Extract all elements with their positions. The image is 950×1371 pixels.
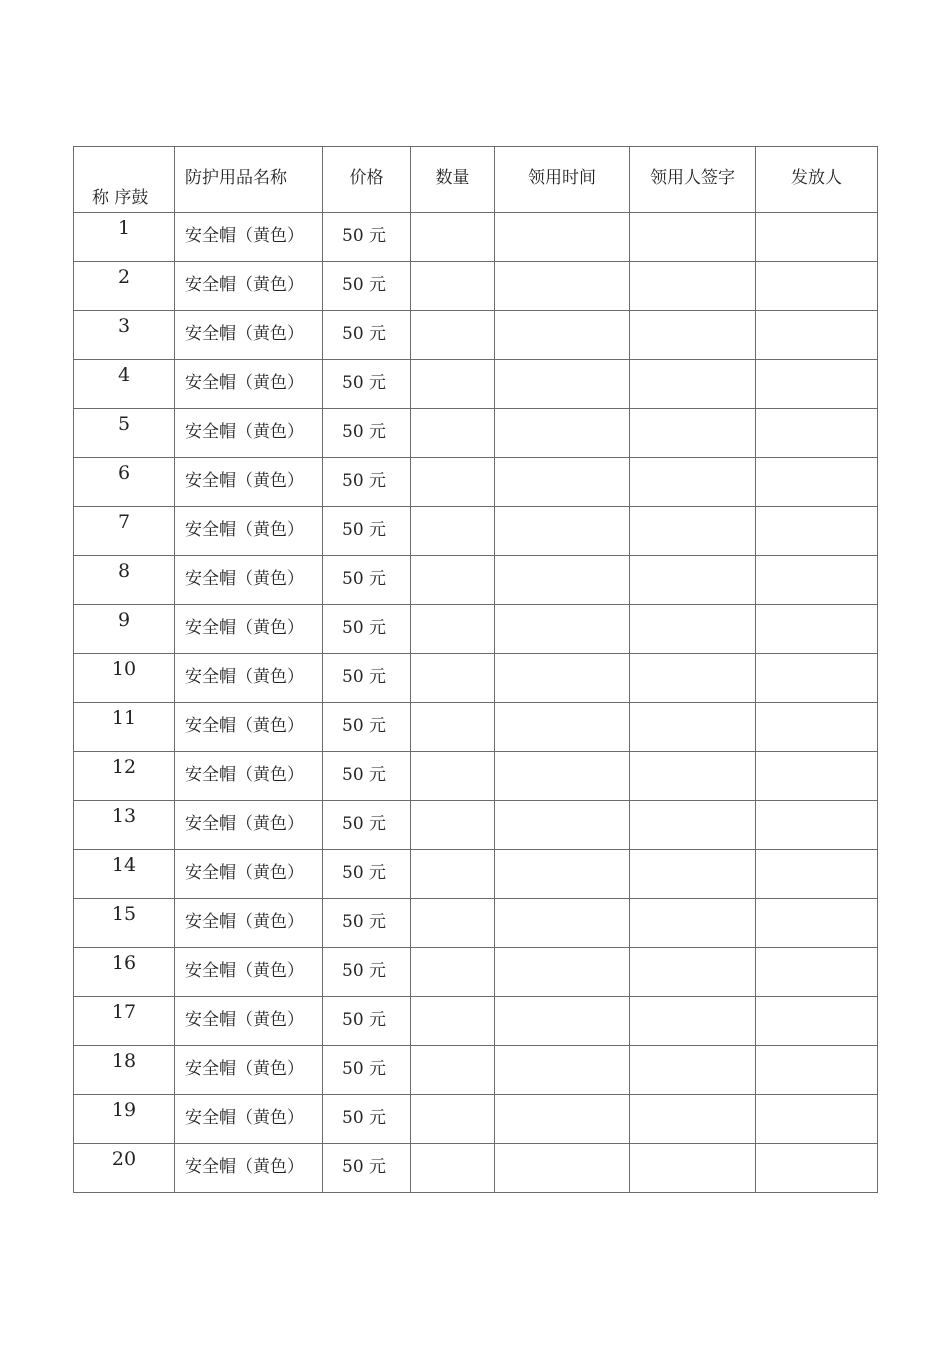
item-name-cell: 安全帽（黄色）	[175, 850, 323, 899]
issuer-cell	[756, 654, 878, 703]
quantity-cell	[411, 703, 495, 752]
item-name-cell: 安全帽（黄色）	[175, 409, 323, 458]
seq-cell: 18	[74, 1046, 175, 1095]
seq-cell: 8	[74, 556, 175, 605]
header-quantity: 数量	[411, 147, 495, 213]
item-name-cell: 安全帽（黄色）	[175, 1046, 323, 1095]
table-row	[74, 997, 878, 1046]
issuer-cell	[756, 752, 878, 801]
header-seq: 称 序鼓	[74, 147, 175, 213]
quantity-cell	[411, 948, 495, 997]
issuer-cell	[756, 850, 878, 899]
quantity-cell	[411, 654, 495, 703]
item-name-cell: 安全帽（黄色）	[175, 752, 323, 801]
receiver-signature-cell	[630, 360, 756, 409]
quantity-cell	[411, 360, 495, 409]
quantity-cell	[411, 458, 495, 507]
header-receive-time: 领用时间	[495, 147, 630, 213]
seq-cell: 10	[74, 654, 175, 703]
quantity-cell	[411, 605, 495, 654]
item-name-cell: 安全帽（黄色）	[175, 703, 323, 752]
table-row	[74, 801, 878, 850]
receiver-signature-cell	[630, 850, 756, 899]
seq-cell: 16	[74, 948, 175, 997]
price-cell: 50 元	[323, 1144, 411, 1193]
price-cell: 50 元	[323, 605, 411, 654]
table-row	[74, 458, 878, 507]
quantity-cell	[411, 899, 495, 948]
table-row	[74, 1144, 878, 1193]
table-row	[74, 850, 878, 899]
receiver-signature-cell	[630, 1144, 756, 1193]
table-row	[74, 262, 878, 311]
receiver-signature-cell	[630, 1095, 756, 1144]
seq-cell: 13	[74, 801, 175, 850]
issuer-cell	[756, 213, 878, 262]
item-name-cell: 安全帽（黄色）	[175, 360, 323, 409]
seq-cell: 12	[74, 752, 175, 801]
item-name-cell: 安全帽（黄色）	[175, 262, 323, 311]
quantity-cell	[411, 262, 495, 311]
seq-cell: 11	[74, 703, 175, 752]
table-row	[74, 605, 878, 654]
table-row	[74, 1095, 878, 1144]
item-name-cell: 安全帽（黄色）	[175, 801, 323, 850]
header-price: 价格	[323, 147, 411, 213]
receive-time-cell	[495, 556, 630, 605]
receive-time-cell	[495, 654, 630, 703]
issuer-cell	[756, 409, 878, 458]
receive-time-cell	[495, 899, 630, 948]
quantity-cell	[411, 507, 495, 556]
header-row	[74, 147, 878, 213]
seq-cell: 17	[74, 997, 175, 1046]
seq-cell: 9	[74, 605, 175, 654]
receiver-signature-cell	[630, 262, 756, 311]
receive-time-cell	[495, 850, 630, 899]
table-row	[74, 948, 878, 997]
table-body	[74, 213, 878, 1193]
receive-time-cell	[495, 213, 630, 262]
quantity-cell	[411, 311, 495, 360]
seq-cell: 1	[74, 213, 175, 262]
price-cell: 50 元	[323, 409, 411, 458]
receive-time-cell	[495, 458, 630, 507]
issuer-cell	[756, 703, 878, 752]
quantity-cell	[411, 801, 495, 850]
issuer-cell	[756, 899, 878, 948]
issuer-cell	[756, 262, 878, 311]
receiver-signature-cell	[630, 507, 756, 556]
price-cell: 50 元	[323, 948, 411, 997]
issuer-cell	[756, 311, 878, 360]
item-name-cell: 安全帽（黄色）	[175, 997, 323, 1046]
quantity-cell	[411, 752, 495, 801]
table-row	[74, 703, 878, 752]
issuer-cell	[756, 948, 878, 997]
item-name-cell: 安全帽（黄色）	[175, 458, 323, 507]
quantity-cell	[411, 1046, 495, 1095]
price-cell: 50 元	[323, 213, 411, 262]
seq-cell: 3	[74, 311, 175, 360]
table-row	[74, 1046, 878, 1095]
price-cell: 50 元	[323, 458, 411, 507]
seq-cell: 4	[74, 360, 175, 409]
issuer-cell	[756, 1046, 878, 1095]
ppe-issue-table	[73, 146, 878, 1193]
quantity-cell	[411, 556, 495, 605]
seq-cell: 15	[74, 899, 175, 948]
receiver-signature-cell	[630, 311, 756, 360]
issuer-cell	[756, 997, 878, 1046]
table-row	[74, 360, 878, 409]
price-cell: 50 元	[323, 1095, 411, 1144]
receiver-signature-cell	[630, 948, 756, 997]
item-name-cell: 安全帽（黄色）	[175, 1095, 323, 1144]
quantity-cell	[411, 1095, 495, 1144]
receive-time-cell	[495, 409, 630, 458]
quantity-cell	[411, 850, 495, 899]
table-row	[74, 213, 878, 262]
price-cell: 50 元	[323, 850, 411, 899]
receiver-signature-cell	[630, 997, 756, 1046]
issuer-cell	[756, 360, 878, 409]
item-name-cell: 安全帽（黄色）	[175, 311, 323, 360]
table-row	[74, 311, 878, 360]
price-cell: 50 元	[323, 262, 411, 311]
receiver-signature-cell	[630, 1046, 756, 1095]
price-cell: 50 元	[323, 311, 411, 360]
quantity-cell	[411, 409, 495, 458]
price-cell: 50 元	[323, 703, 411, 752]
issuer-cell	[756, 801, 878, 850]
receiver-signature-cell	[630, 556, 756, 605]
receive-time-cell	[495, 1144, 630, 1193]
price-cell: 50 元	[323, 654, 411, 703]
issuer-cell	[756, 556, 878, 605]
seq-cell: 19	[74, 1095, 175, 1144]
seq-cell: 6	[74, 458, 175, 507]
table-row	[74, 556, 878, 605]
price-cell: 50 元	[323, 997, 411, 1046]
seq-cell: 7	[74, 507, 175, 556]
price-cell: 50 元	[323, 801, 411, 850]
issuer-cell	[756, 458, 878, 507]
table-row	[74, 507, 878, 556]
seq-cell: 2	[74, 262, 175, 311]
receive-time-cell	[495, 507, 630, 556]
item-name-cell: 安全帽（黄色）	[175, 605, 323, 654]
seq-cell: 14	[74, 850, 175, 899]
receiver-signature-cell	[630, 899, 756, 948]
receive-time-cell	[495, 1095, 630, 1144]
receiver-signature-cell	[630, 409, 756, 458]
item-name-cell: 安全帽（黄色）	[175, 654, 323, 703]
price-cell: 50 元	[323, 507, 411, 556]
seq-cell: 5	[74, 409, 175, 458]
price-cell: 50 元	[323, 1046, 411, 1095]
quantity-cell	[411, 997, 495, 1046]
item-name-cell: 安全帽（黄色）	[175, 948, 323, 997]
quantity-cell	[411, 1144, 495, 1193]
item-name-cell: 安全帽（黄色）	[175, 213, 323, 262]
receive-time-cell	[495, 605, 630, 654]
receive-time-cell	[495, 262, 630, 311]
receiver-signature-cell	[630, 458, 756, 507]
seq-cell: 20	[74, 1144, 175, 1193]
receive-time-cell	[495, 360, 630, 409]
receive-time-cell	[495, 703, 630, 752]
receive-time-cell	[495, 948, 630, 997]
issuer-cell	[756, 507, 878, 556]
header-item-name: 防护用品名称	[175, 147, 323, 213]
receive-time-cell	[495, 801, 630, 850]
receive-time-cell	[495, 1046, 630, 1095]
receiver-signature-cell	[630, 801, 756, 850]
receive-time-cell	[495, 752, 630, 801]
receiver-signature-cell	[630, 605, 756, 654]
header-receiver-signature: 领用人签字	[630, 147, 756, 213]
price-cell: 50 元	[323, 360, 411, 409]
quantity-cell	[411, 213, 495, 262]
header-issuer: 发放人	[756, 147, 878, 213]
receiver-signature-cell	[630, 752, 756, 801]
table-row	[74, 899, 878, 948]
item-name-cell: 安全帽（黄色）	[175, 507, 323, 556]
price-cell: 50 元	[323, 899, 411, 948]
price-cell: 50 元	[323, 556, 411, 605]
receiver-signature-cell	[630, 703, 756, 752]
price-cell: 50 元	[323, 752, 411, 801]
item-name-cell: 安全帽（黄色）	[175, 1144, 323, 1193]
receiver-signature-cell	[630, 654, 756, 703]
table-row	[74, 409, 878, 458]
issuer-cell	[756, 1144, 878, 1193]
issuer-cell	[756, 605, 878, 654]
receive-time-cell	[495, 311, 630, 360]
receiver-signature-cell	[630, 213, 756, 262]
item-name-cell: 安全帽（黄色）	[175, 899, 323, 948]
receive-time-cell	[495, 997, 630, 1046]
table-row	[74, 654, 878, 703]
issuer-cell	[756, 1095, 878, 1144]
table-row	[74, 752, 878, 801]
item-name-cell: 安全帽（黄色）	[175, 556, 323, 605]
